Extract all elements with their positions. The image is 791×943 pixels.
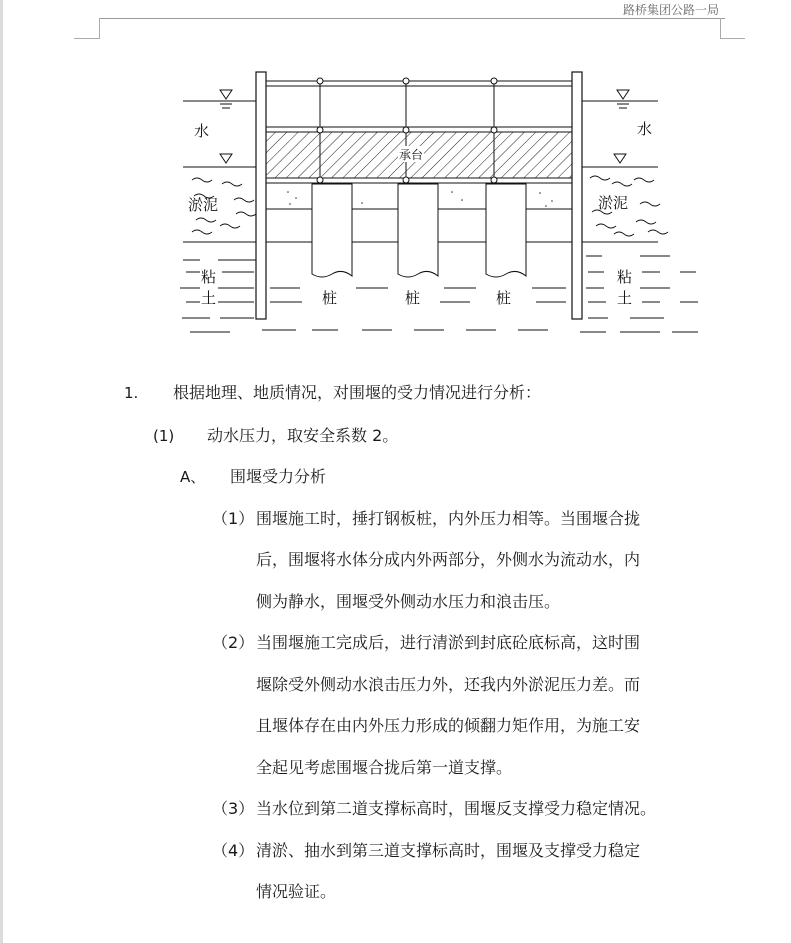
item-4-number: （4） xyxy=(212,841,255,860)
item-1-line-1: 围堰施工时，捶打钢板桩，内外压力相等。当围堰合拢 xyxy=(256,509,641,528)
subsection-1-text: 动水压力，取安全系数 2。 xyxy=(207,426,399,445)
label-clay-right-1: 粘 xyxy=(617,268,633,286)
item-4-line-1: 清淤、抽水到第三道支撑标高时，围堰及支撑受力稳定 xyxy=(256,841,641,860)
subsection-1-number: (1) xyxy=(153,427,175,445)
pile-1 xyxy=(312,184,352,277)
label-water-right: 水 xyxy=(637,120,653,138)
item-3-number: （3） xyxy=(212,799,255,818)
item-3-line-1: 当水位到第二道支撑标高时，围堰反支撑受力稳定情况。 xyxy=(256,799,657,818)
label-silt-left: 淤泥 xyxy=(188,196,219,214)
section-1-number: 1. xyxy=(124,384,139,402)
item-2-line-3: 且堰体存在由内外压力形成的倾翻力矩作用，为施工安 xyxy=(256,716,641,735)
label-clay-left-1: 粘 xyxy=(201,268,217,286)
item-1-line-3: 侧为静水，围堰受外侧动水压力和浪击压。 xyxy=(256,592,561,611)
label-pile-1: 桩 xyxy=(322,289,338,307)
item-4-line-2: 情况验证。 xyxy=(256,882,337,901)
pile-3 xyxy=(486,184,526,277)
item-2-number: （2） xyxy=(212,633,255,652)
item-2-line-1: 当围堰施工完成后，进行清淤到封底砼底标高，这时围 xyxy=(256,633,641,652)
item-2-line-2: 堰除受外侧动水浪击压力外，还我内外淤泥压力差。而 xyxy=(256,675,641,694)
label-clay-right-2: 土 xyxy=(617,289,633,307)
item-2-line-4: 全起见考虑围堰合拢后第一道支撑。 xyxy=(256,758,513,777)
subsection-a-number: A、 xyxy=(180,468,206,486)
label-pile-2: 桩 xyxy=(405,289,421,307)
cap-label: 承台 xyxy=(399,148,424,162)
pile-2 xyxy=(398,184,438,277)
section-1-text: 根据地理、地质情况，对围堰的受力情况进行分析： xyxy=(173,383,542,402)
item-1-line-2: 后，围堰将水体分成内外两部分，外侧水为流动水，内 xyxy=(256,550,641,569)
sheet-pile-right xyxy=(572,72,582,319)
label-clay-left-2: 土 xyxy=(201,289,217,307)
cofferdam-diagram xyxy=(0,0,791,360)
label-silt-right: 淤泥 xyxy=(598,194,629,212)
sheet-pile-left xyxy=(256,72,266,319)
label-pile-3: 桩 xyxy=(496,289,512,307)
header-company: 路桥集团公路一局 xyxy=(622,3,719,17)
item-1-number: （1） xyxy=(212,509,255,528)
subsection-a-text: 围堰受力分析 xyxy=(230,467,327,486)
label-water-left: 水 xyxy=(194,122,210,140)
